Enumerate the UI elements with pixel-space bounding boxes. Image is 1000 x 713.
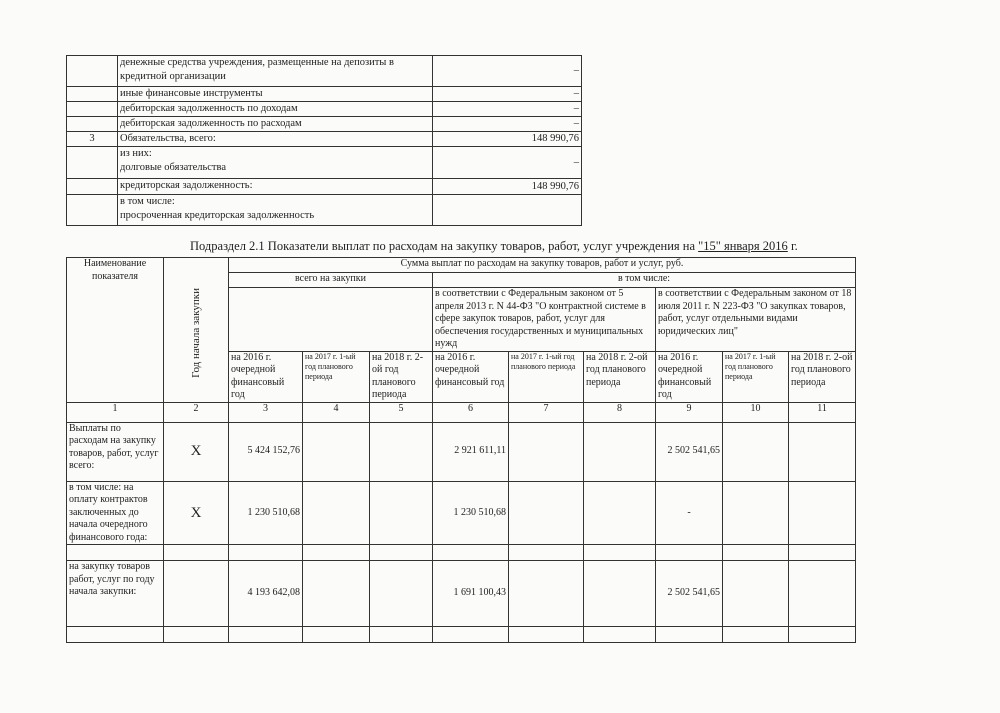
empty-cell [789, 627, 856, 643]
empty-cell [509, 627, 584, 643]
cell-c6: 2 921 611,11 [433, 422, 509, 481]
row-label: иные финансовые инструменты [118, 87, 433, 102]
row-number [67, 117, 118, 132]
row-number [67, 195, 118, 226]
row-label: кредиторская задолженность: [118, 179, 433, 195]
balance-row [67, 56, 582, 87]
balance-row [67, 195, 582, 226]
row-value: – [433, 117, 582, 132]
empty-cell [370, 545, 433, 561]
title-suffix: г. [787, 239, 798, 253]
empty-cell [433, 545, 509, 561]
header-year-text: Год начала закупки [189, 287, 202, 378]
row-label: дебиторская задолженность по доходам [118, 102, 433, 117]
cell-c9: - [656, 481, 723, 545]
title-prefix: Подраздел 2.1 Показатели выплат по расходам на закупку товаров, работ, услуг учреждения на [190, 239, 699, 253]
balance-row [67, 179, 582, 195]
empty-cell [303, 627, 370, 643]
balance-row [67, 102, 582, 117]
header-name: Наименование показателя [67, 258, 164, 403]
header-y2016: на 2016 г. очередной финансовый год [433, 351, 509, 402]
row-label: из них: долговые обязательства [118, 147, 433, 179]
empty-cell [656, 627, 723, 643]
payment-row [67, 422, 856, 481]
empty-cell [229, 545, 303, 561]
cell-c7 [509, 422, 584, 481]
row-value: 148 990,76 [433, 179, 582, 195]
empty-row [67, 627, 856, 643]
row-value: – [433, 102, 582, 117]
balance-table [66, 55, 582, 226]
row-number [67, 56, 118, 87]
balance-row [67, 147, 582, 179]
cell-c8 [584, 481, 656, 545]
cell-c3: 1 230 510,68 [229, 481, 303, 545]
row-number [67, 102, 118, 117]
column-number: 10 [723, 402, 789, 422]
header-law44: в соответствии с Федеральным законом от 5 апреля 2013 г. N 44-ФЗ "О контрактной системе в сфере закупок товаров, работ, услуг для обеспечения государственных и муниципальных нужд [433, 288, 656, 352]
cell-c11 [789, 422, 856, 481]
column-number: 1 [67, 402, 164, 422]
row-value [433, 195, 582, 226]
empty-cell [509, 545, 584, 561]
payment-row [67, 481, 856, 545]
header-y2017: на 2017 г. 1-ый год планового периода [723, 351, 789, 402]
empty-cell [656, 545, 723, 561]
empty-cell [164, 627, 229, 643]
row-label: в том числе: просроченная кредиторская задолженность [118, 195, 433, 226]
payment-row [67, 561, 856, 627]
row-label: денежные средства учреждения, размещенные на депозиты в кредитной организации [118, 56, 433, 87]
empty-cell [789, 545, 856, 561]
header-y2018: на 2018 г. 2-ой год планового периода [584, 351, 656, 402]
empty-cell [433, 627, 509, 643]
header-sum: Сумма выплат по расходам на закупку товаров, работ и услуг, руб. [229, 258, 856, 273]
cell-c4 [303, 561, 370, 627]
cell-c5 [370, 561, 433, 627]
cell-c6: 1 230 510,68 [433, 481, 509, 545]
empty-cell [723, 627, 789, 643]
cell-c8 [584, 422, 656, 481]
cell-c9: 2 502 541,65 [656, 561, 723, 627]
title-date: "15" января 2016 [698, 239, 788, 253]
header-year [164, 258, 229, 403]
empty-cell [723, 545, 789, 561]
header-total: всего на закупки [229, 273, 433, 288]
header-including: в том числе: [433, 273, 856, 288]
empty-cell [229, 627, 303, 643]
empty-cell [67, 627, 164, 643]
cell-year: X [164, 481, 229, 545]
cell-c4 [303, 422, 370, 481]
cell-c7 [509, 561, 584, 627]
row-number: 3 [67, 132, 118, 147]
empty-cell [303, 545, 370, 561]
row-value: – [433, 56, 582, 87]
row-value: – [433, 87, 582, 102]
cell-c3: 5 424 152,76 [229, 422, 303, 481]
cell-c5 [370, 422, 433, 481]
empty-cell [164, 545, 229, 561]
column-number: 3 [229, 402, 303, 422]
column-number: 9 [656, 402, 723, 422]
header-y2016: на 2016 г. очередной финансовый год [656, 351, 723, 402]
cell-c7 [509, 481, 584, 545]
balance-row [67, 132, 582, 147]
empty-cell [67, 545, 164, 561]
header-law223: в соответствии с Федеральным законом от 18 июля 2011 г. N 223-ФЗ "О закупках товаров, работ, услуг отдельными видами юридических лиц" [656, 288, 856, 352]
column-number: 5 [370, 402, 433, 422]
header-y2017: на 2017 г. 1-ый год планового периода [509, 351, 584, 402]
row-label: Обязательства, всего: [118, 132, 433, 147]
cell-c11 [789, 561, 856, 627]
balance-row [67, 87, 582, 102]
row-number [67, 147, 118, 179]
header-total-blank [229, 288, 433, 352]
row-number [67, 87, 118, 102]
subsection-title [190, 239, 798, 254]
row-value: 148 990,76 [433, 132, 582, 147]
cell-c10 [723, 481, 789, 545]
row-label: дебиторская задолженность по расходам [118, 117, 433, 132]
empty-row [67, 545, 856, 561]
empty-cell [584, 545, 656, 561]
header-y2016: на 2016 г. очередной финансовый год [229, 351, 303, 402]
header-y2018: на 2018 г. 2-ой год планового периода [370, 351, 433, 402]
cell-c10 [723, 422, 789, 481]
cell-c9: 2 502 541,65 [656, 422, 723, 481]
cell-c3: 4 193 642,08 [229, 561, 303, 627]
balance-row [67, 117, 582, 132]
column-number: 11 [789, 402, 856, 422]
cell-c8 [584, 561, 656, 627]
cell-year [164, 561, 229, 627]
empty-cell [584, 627, 656, 643]
cell-name: Выплаты по расходам на закупку товаров, работ, услуг всего: [67, 422, 164, 481]
column-number: 7 [509, 402, 584, 422]
column-number: 8 [584, 402, 656, 422]
cell-c5 [370, 481, 433, 545]
column-number: 2 [164, 402, 229, 422]
cell-c11 [789, 481, 856, 545]
empty-cell [370, 627, 433, 643]
header-y2018: на 2018 г. 2-ой год планового периода [789, 351, 856, 402]
row-value: – [433, 147, 582, 179]
payments-table [66, 257, 856, 643]
cell-year: X [164, 422, 229, 481]
column-number: 6 [433, 402, 509, 422]
cell-c4 [303, 481, 370, 545]
row-number [67, 179, 118, 195]
header-y2017: на 2017 г. 1-ый год планового периода [303, 351, 370, 402]
column-number: 4 [303, 402, 370, 422]
cell-c6: 1 691 100,43 [433, 561, 509, 627]
cell-c10 [723, 561, 789, 627]
cell-name: в том числе: на оплату контрактов заключенных до начала очередного финансового года: [67, 481, 164, 545]
cell-name: на закупку товаров работ, услуг по году начала закупки: [67, 561, 164, 627]
